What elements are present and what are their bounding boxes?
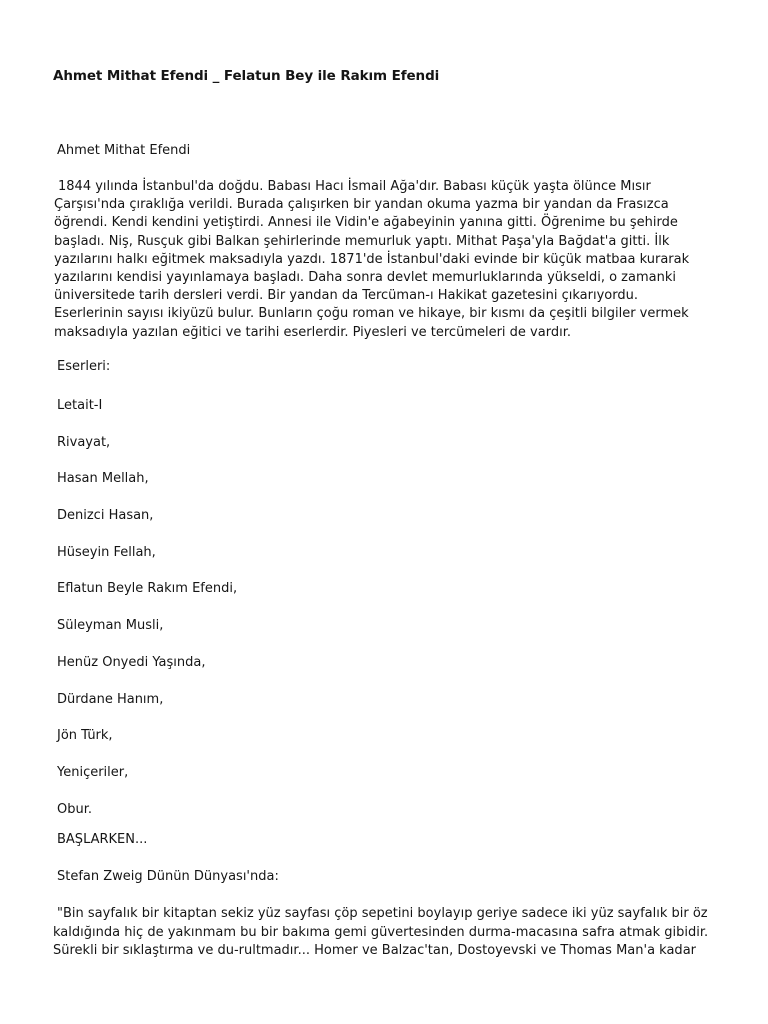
bio-line: başladı. Niş, Rusçuk gibi Balkan şehirlerinde memurluk yaptı. Mithat Paşa'yla Bağdat'a gitti. İlk bbox=[54, 233, 670, 249]
bio-line: Eserlerinin sayısı ikiyüzü bulur. Bunların çoğu roman ve hikaye, bir kısmı da çeşitli bilgiler vermek bbox=[54, 306, 689, 322]
bio-line: Çarşısı'nda çıraklığa verildi. Burada çalışırken bir yandan okuma yazma bir yandan da Frasızca bbox=[54, 197, 669, 213]
bio-line: yazılarını halkı eğitmek maksadıyla yazdı. 1871'de İstanbul'daki evinde bir küçük matbaa kurarak bbox=[54, 251, 690, 267]
quote-paragraph bbox=[53, 905, 733, 961]
works-list-item: Henüz Onyedi Yaşında, bbox=[57, 654, 206, 670]
works-list-item: Eflatun Beyle Rakım Efendi, bbox=[57, 581, 238, 597]
works-list-item: Rivayat, bbox=[57, 434, 111, 450]
document-title: Ahmet Mithat Efendi _ Felatun Bey ile Rakım Efendi bbox=[53, 68, 440, 84]
author-heading: Ahmet Mithat Efendi bbox=[57, 143, 191, 158]
section-heading: BAŞLARKEN... bbox=[57, 832, 148, 847]
works-heading: Eserleri: bbox=[57, 359, 111, 374]
bio-line: yazılarını kendisi yayınlamaya başladı. Daha sonra devlet memurluklarında yükseldi, o zamanki bbox=[54, 270, 676, 286]
works-list-item: Yeniçeriler, bbox=[57, 764, 129, 780]
bio-line: öğrendi. Kendi kendini yetiştirdi. Annesi ile Vidin'e ağabeyinin yanına gitti. Öğrenime bu şehirde bbox=[54, 215, 678, 231]
bio-line: 1844 yılında İstanbul'da doğdu. Babası Hacı İsmail Ağa'dır. Babası küçük yaşta ölünce Mısır bbox=[58, 179, 651, 194]
works-list-item: Denizci Hasan, bbox=[57, 508, 154, 524]
works-list-item: Dürdane Hanım, bbox=[57, 691, 164, 707]
quote-line: Sürekli bir sıklaştırma ve du-rultmadır... Homer ve Balzac'tan, Dostoyevski ve Thomas Man'a kadar bbox=[53, 943, 696, 958]
quote-line: "Bin sayfalık bir kitaptan sekiz yüz sayfası çöp sepetini boylayıp geriye sadece iki yüz sayfalık bir öz bbox=[57, 906, 708, 921]
biography-paragraph bbox=[54, 178, 724, 342]
works-list bbox=[57, 397, 237, 837]
bio-line: üniversitede tarih dersleri verdi. Bir yandan da Tercüman-ı Hakikat gazetesini çıkarıyordu. bbox=[54, 288, 638, 304]
works-list-item: Obur. bbox=[57, 801, 93, 817]
works-list-item: Jön Türk, bbox=[57, 728, 113, 744]
quote-intro: Stefan Zweig Dünün Dünyası'nda: bbox=[57, 869, 279, 884]
quote-line: kaldığında hiç de yakınmam bu bir bakıma gemi güvertesinden durma-macasına safra atmak gibidir. bbox=[53, 924, 709, 940]
works-list-item: Hasan Mellah, bbox=[57, 471, 149, 487]
works-list-item: Süleyman Musli, bbox=[57, 618, 164, 634]
bio-line: maksadıyla yazılan eğitici ve tarihi eserlerdir. Piyesleri ve tercümeleri de vardır. bbox=[54, 324, 571, 340]
works-list-item: Letait-I bbox=[57, 398, 103, 413]
works-list-item: Hüseyin Fellah, bbox=[57, 544, 156, 560]
